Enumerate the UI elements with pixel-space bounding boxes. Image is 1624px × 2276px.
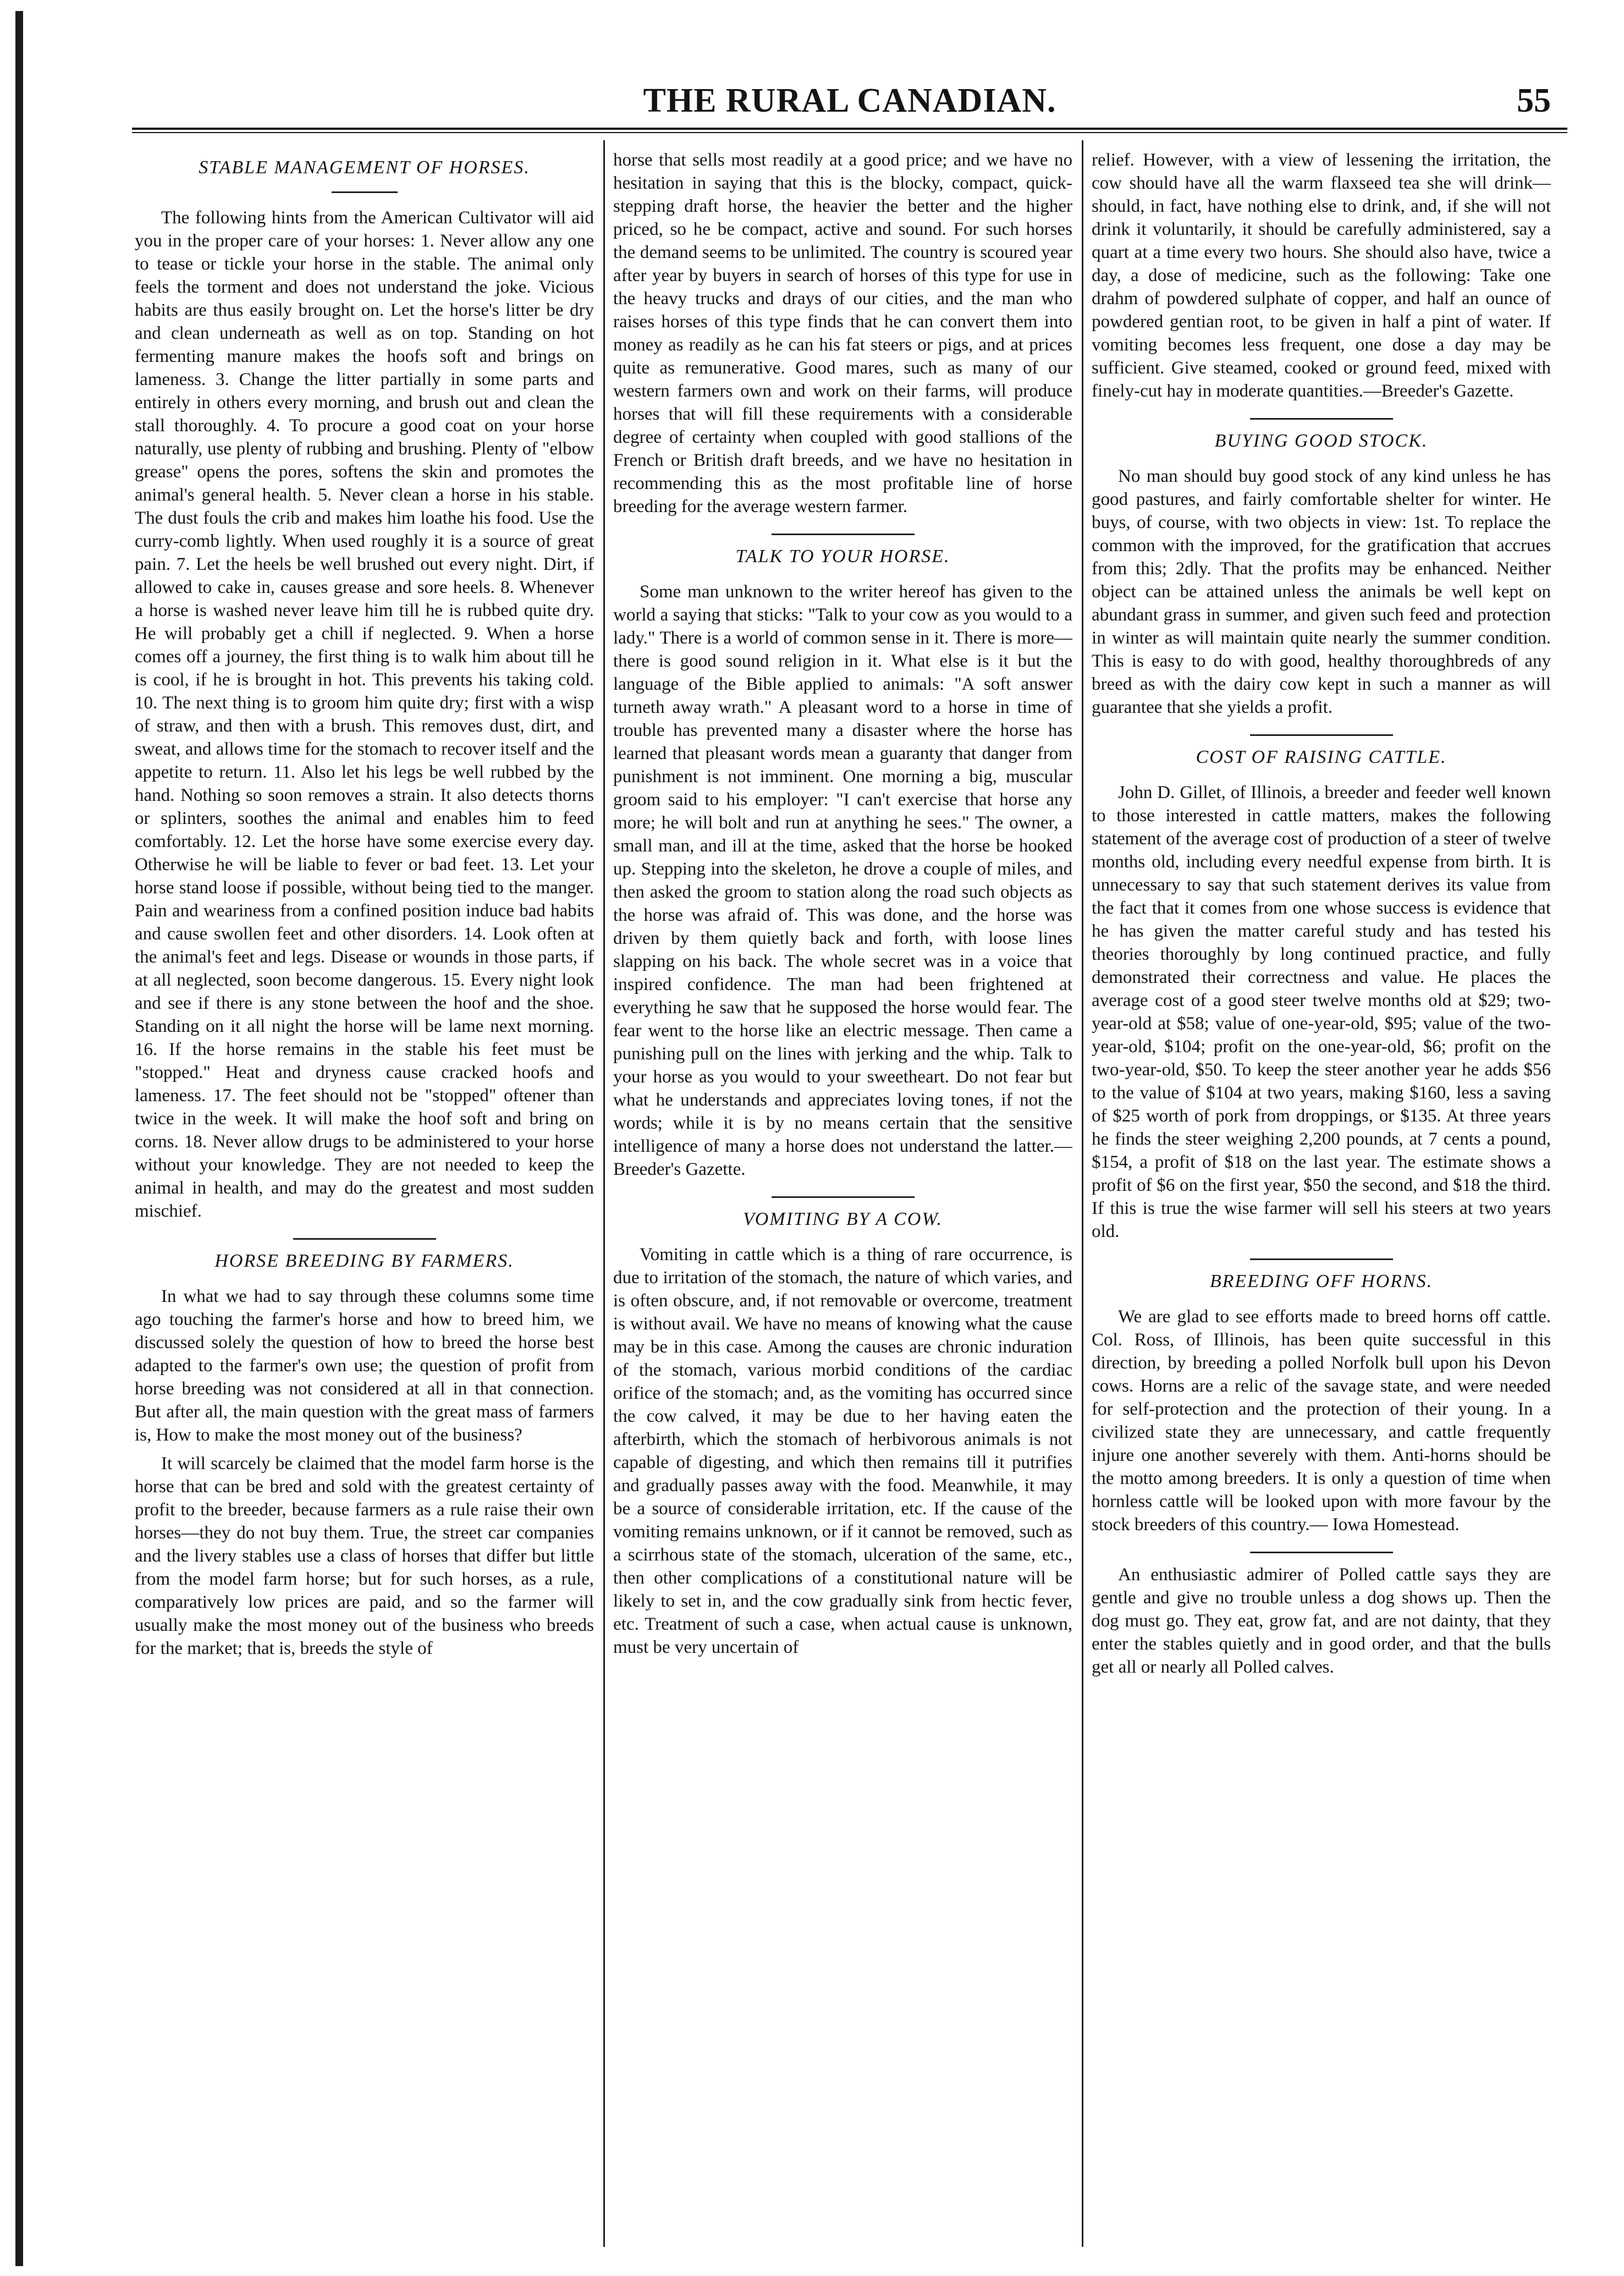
heading-rule xyxy=(332,191,398,193)
article-paragraph: We are glad to see efforts made to breed horns off cattle. Col. Ross, of Illinois, has been quite successful in this direction, by breeding a polled Norfolk bull upon his Devon cows. Horns are a relic of the savage state, and were needed for self-protection and the protection of their young. In a civilized state they are unnecessary, and cattle frequently injure one another severely with them. Anti-horns should be the motto among breeders. It is only a question of time when hornless cattle will be looked upon with more favour by the stock breeders of this country.— Iowa Homestead. xyxy=(1092,1307,1551,1535)
article-heading: BREEDING OFF HORNS. xyxy=(1209,1271,1433,1291)
article-heading: TALK TO YOUR HORSE. xyxy=(735,546,950,567)
column-1 xyxy=(135,149,594,2244)
column-divider xyxy=(1082,140,1083,2247)
article-paragraph: John D. Gillet, of Illinois, a breeder and feeder well known to those interested in cattle matters, makes the following statement of the average cost of production of a steer of twelve months old, including every needful expense from birth. It is unnecessary to say that such statement derives its value from the fact that it comes from one whose success is evidence that he has given the matter careful study and has tested his theories thoroughly by long continued practice, and fully demonstrated their correctness and value. He places the average cost of a good steer twelve months old at $29; two-year-old at $58; value of one-year-old, $95; value of the two-year-old, $104; profit on the one-year-old, $6; profit on the two-year-old, $50. To keep the steer another year he adds $56 to the value of $104 at two years, making $160, less a saving of $25 worth of pork from droppings, or $135. At three years he finds the steer weighing 2,200 pounds, at 7 cents a pound, $154, a profit of $18 on the last year. The estimate shows a profit of $6 on the first year, $50 the second, and $18 the third. If this is true the wise farmer will sell his steers at two years old. xyxy=(1092,783,1551,1241)
section-divider xyxy=(1250,734,1393,736)
section-divider xyxy=(1250,418,1393,420)
section-divider xyxy=(293,1238,436,1240)
scan-edge-bar xyxy=(15,11,23,2266)
column-2 xyxy=(613,149,1072,2244)
article-paragraph: Vomiting in cattle which is a thing of rare occurrence, is due to irritation of the stomach, the nature of which varies, and is often obscure, and, if not removable or overcome, treatment is without avail. We have no means of knowing what the cause may be in this case. Among the causes are chronic induration of the stomach, various morbid conditions of the cardiac orifice of the stomach; and, as the vomiting has occurred since the cow calved, it may be due to her having eaten the afterbirth, which the stomach of herbivorous animals is not capable of digesting, and which then remains till it putrifies and gradually passes away with the food. Meanwhile, it may be a source of considerable irritation, etc. If the cause of the vomiting remains unknown, or if it cannot be removed, such as a scirrhous state of the stomach, ulceration of the same, etc., then other complications of a constitutional nature will be likely to set in, and the cow gradually sink from hectic fever, etc. Treatment of such a case, when actual cause is unknown, must be very uncertain of xyxy=(613,1245,1072,1657)
newspaper-title: THE RURAL CANADIAN. xyxy=(643,82,1056,119)
section-divider xyxy=(772,534,915,535)
article-heading: BUYING GOOD STOCK. xyxy=(1214,431,1428,451)
article-paragraph: In what we had to say through these columns some time ago touching the farmer's horse and how to breed him, we discussed solely the question of how to breed the horse best adapted to the farmer's own use; the question of profit from horse breeding was not considered at all in that connection. But after all, the main question with the great mass of farmers is, How to make the most money out of the business? xyxy=(135,1287,594,1445)
masthead xyxy=(132,77,1567,121)
section-divider xyxy=(1250,1552,1393,1553)
article-paragraph: It will scarcely be claimed that the model farm horse is the horse that can be bred and sold with the greatest certainty of profit to the breeder, because farmers as a rule raise their own horses—they do not buy them. True, the street car companies and the livery stables use a class of horses that differ but little from the model farm horse; but for such horses, as a rule, comparatively low prices are paid, and so the farmer will usually make the most money out of the business who breeds for the market; that is, breeds the style of xyxy=(135,1454,594,1658)
section-divider xyxy=(1250,1258,1393,1260)
column-divider xyxy=(603,140,605,2247)
article-heading: VOMITING BY A COW. xyxy=(742,1209,943,1229)
column-3 xyxy=(1092,149,1551,2244)
article-paragraph: horse that sells most readily at a good price; and we have no hesitation in saying that this is the blocky, compact, quick-stepping draft horse, the heavier the better and the higher priced, so he be compact, active and sound. For such horses the demand seems to be unlimited. The country is scoured year after year by buyers in search of horses of this type for use in the heavy trucks and drays of our cities, and the man who raises horses of this type finds that he can convert them into money as readily as he can his fat steers or pigs, and at prices quite as remunerative. Good mares, such as many of our western farmers own and work on their farms, will produce horses that will fill these requirements with a considerable degree of certainty when coupled with good stallions of the French or British draft breeds, and we have no hesitation in recommending this as the most profitable line of horse breeding for the average western farmer. xyxy=(613,150,1072,516)
article-paragraph: Some man unknown to the writer hereof has given to the world a saying that sticks: "Talk to your cow as you would to a lady." There is a world of common sense in it. There is more—there is good sound religion in it. What else is it but the language of the Bible applied to animals: "A soft answer turneth away wrath." A pleasant word to a horse in time of trouble has prevented many a disaster where the horse has learned that pleasant words mean a guaranty that danger from punishment is not imminent. One morning a big, muscular groom said to his employer: "I can't exercise that horse any more; he will bolt and run at anything he sees." The owner, a small man, and ill at the time, asked that the horse be hooked up. Stepping into the skeleton, he drove a couple of miles, and then asked the groom to station along the road such objects as the horse was afraid of. This was done, and the horse was driven by them quietly back and forth, with loose lines slapping on his back. The whole secret was in a voice that inspired confidence. The man had been frightened at everything he saw that he supposed the horse would fear. The fear went to the horse like an electric message. Then came a punishing pull on the lines with jerking and the whip. Talk to your horse as you would to your sweetheart. Do not fear but what he understands and appreciates loving tones, if not the words; while it is by no means certain that the sensitive intelligence of many a horse does not understand the latter.— Breeder's Gazette. xyxy=(613,582,1072,1179)
article-paragraph: The following hints from the American Cultivator will aid you in the proper care of your horses: 1. Never allow any one to tease or tickle your horse in the stable. The animal only feels the torment and does not understand the joke. Vicious habits are thus easily brought on. Let the horse's litter be dry and clean underneath as well as on top. Standing on hot fermenting manure makes the hoofs soft and brings on lameness. 3. Change the litter partially in some parts and entirely in others every morning, and brush out and clean the stall thoroughly. 4. To procure a good coat on your horse naturally, use plenty of rubbing and brushing. Plenty of "elbow grease" opens the pores, softens the skin and promotes the animal's general health. 5. Never clean a horse in his stable. The dust fouls the crib and makes him loathe his food. Use the curry-comb lightly. When used roughly it is a source of great pain. 7. Let the heels be well brushed out every night. Dirt, if allowed to cake in, causes grease and sore heels. 8. Whenever a horse is washed never leave him till he is rubbed quite dry. He will probably get a chill if neglected. 9. When a horse comes off a journey, the first thing is to walk him about till he is cool, if he is brought in hot. This prevents his taking cold. 10. The next thing is to groom him quite dry; first with a wisp of straw, and then with a brush. This removes dust, dirt, and sweat, and allows time for the stomach to recover itself and the appetite to return. 11. Also let his legs be well rubbed by the hand. Nothing so soon removes a strain. It also detects thorns or splinters, soothes the animal and enables him to feed comfortably. 12. Let the horse have some exercise every day. Otherwise he will be liable to fever or bad feet. 13. Let your horse stand loose if possible, without being tied to the manger. Pain and weariness from a confined position induce bad habits and cause swollen feet and other disorders. 14. Look often at the animal's feet and legs. Disease or wounds in those parts, if at all neglected, soon become dangerous. 15. Every night look and see if there is any stone between the hoof and the shoe. Standing on it all night the horse will be lame next morning. 16. If the horse remains in the stable his feet must be "stopped." Heat and dryness cause cracked hoofs and lameness. 17. The feet should not be "stopped" oftener than twice in the week. It will make the hoof soft and bring on corns. 18. Never allow drugs to be administered to your horse without your knowledge. They are not needed to keep the animal in health, and may do the greatest and most sudden mischief. xyxy=(135,208,594,1221)
article-heading: HORSE BREEDING BY FARMERS. xyxy=(214,1251,514,1271)
article-paragraph: relief. However, with a view of lessening the irritation, the cow should have all the warm flaxseed tea she will drink—should, in fact, have nothing else to drink, and, if she will not drink it voluntarily, it should be carefully administered, say a quart at a time every two hours. She should also have, twice a day, a dose of medicine, such as the following: Take one drahm of powdered sulphate of copper, and half an ounce of powdered gentian root, to be given in half a pint of water. If vomiting becomes less frequent, one dose a day may be sufficient. Give steamed, cooked or ground feed, mixed with finely-cut hay in moderate quantities.—Breeder's Gazette. xyxy=(1092,150,1551,401)
article-heading: COST OF RAISING CATTLE. xyxy=(1196,747,1447,767)
page-number: 55 xyxy=(1517,82,1551,119)
article-paragraph: No man should buy good stock of any kind unless he has good pastures, and fairly comfortable shelter for winter. He buys, of course, with two objects in view: 1st. To replace the common with the improved, for the gratification that accrues from this; 2dly. That the profits may be enhanced. Neither object can be attained unless the animals be well kept on abundant grass in summer, and given such feed and protection in winter as will maintain quite nearly the summer condition. This is easy to do with good, healthy thoroughbreds of any breed as with the dairy cow kept in such a manner as will guarantee that she yields a profit. xyxy=(1092,466,1551,717)
header-rule xyxy=(132,128,1567,133)
section-divider xyxy=(772,1196,915,1198)
article-paragraph: An enthusiastic admirer of Polled cattle says they are gentle and give no trouble unless a dog shows up. Then the dog must go. They eat, grow fat, and are not dainty, that they enter the stables quietly and in good order, and that the bulls get all or nearly all Polled calves. xyxy=(1092,1565,1551,1677)
article-heading: STABLE MANAGEMENT OF HORSES. xyxy=(199,157,530,178)
